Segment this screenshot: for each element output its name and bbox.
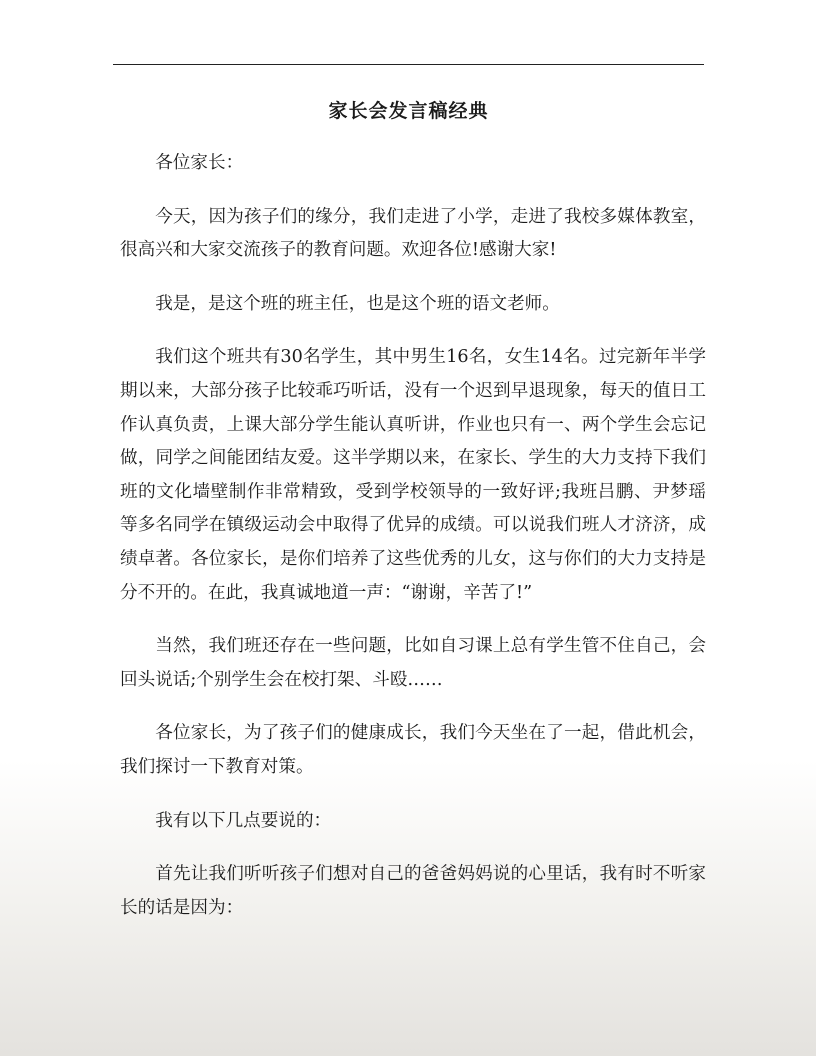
paragraph-introduction: 我是，是这个班的班主任，也是这个班的语文老师。 bbox=[155, 293, 560, 314]
paragraph-discussion: 各位家长，为了孩子们的健康成长，我们今天坐在了一起，借此机会，我们探讨一下教育对策。 bbox=[120, 723, 706, 777]
paragraph-welcome: 今天，因为孩子们的缘分，我们走进了小学，走进了我校多媒体教室，很高兴和大家交流孩子的教育问题。欢迎各位!感谢大家! bbox=[120, 206, 706, 261]
paragraph-class-overview: 我们这个班共有30名学生，其中男生16名，女生14名。过完新年半学期以来，大部分孩子比较乖巧听话，没有一个迟到早退现象，每天的值日工作认真负责，上课大部分学生能认真听讲，作业也只有一、两个学生会忘记做，同学之间能团结友爱。这半学期以来，在家长、学生的大力支持下我们班的文化墙壁制作非常精致，受到学校领导的一致好评;我班吕鹏、尹梦瑶等多名同学在镇级运动会中取得了优异的成绩。可以说我们班人才济济，成绩卓著。各位家长，是你们培养了这些优秀的儿女，这与你们的大力支持是分不开的。在此，我真诚地道一声：“谢谢，辛苦了!” bbox=[120, 347, 706, 603]
document-title: 家长会发言稿经典 bbox=[328, 100, 489, 122]
paragraph-children-voices: 首先让我们听听孩子们想对自己的爸爸妈妈说的心里话，我有时不听家长的话是因为： bbox=[120, 864, 706, 918]
document-body bbox=[120, 147, 706, 945]
paragraph-greeting: 各位家长： bbox=[155, 153, 244, 173]
paragraph-problems: 当然，我们班还存在一些问题，比如自习课上总有学生管不住自己，会回头说话;个别学生会在校打架、斗殴…… bbox=[120, 636, 706, 690]
header-rule bbox=[113, 64, 704, 65]
paragraph-points-intro: 我有以下几点要说的： bbox=[155, 810, 332, 831]
